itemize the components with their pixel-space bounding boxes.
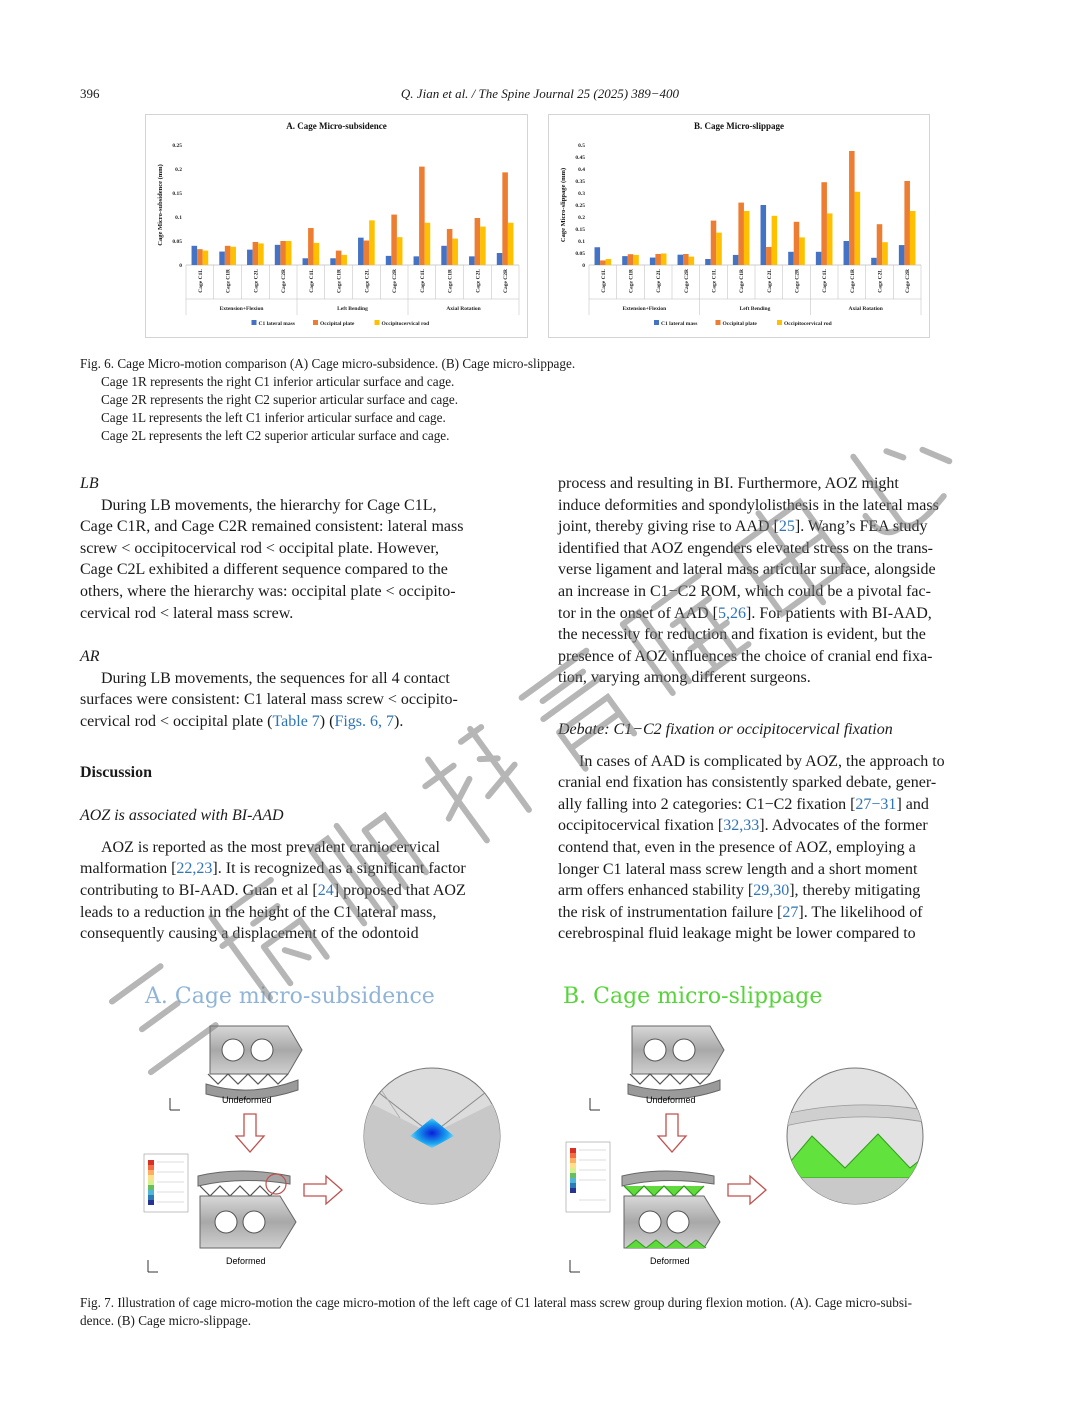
p2-text: ]. Advocates of the former [759, 817, 928, 835]
fig6-caption-line: Cage 2L represents the left C2 superior articular surface and cage. [101, 428, 450, 443]
bar [794, 222, 800, 265]
x-tick-label: Cage C2L [364, 269, 371, 293]
undeformed-label-a: Undeformed [222, 1095, 272, 1105]
bar [336, 251, 342, 265]
fig6-caption-line: Cage 1R represents the right C1 inferior articular surface and cage. [101, 374, 455, 389]
fig6-caption-line: Cage 2R represents the right C2 superior articular surface and cage. [101, 392, 459, 407]
page-number: 396 [80, 86, 100, 101]
bar [253, 242, 259, 265]
p2-line [558, 794, 992, 816]
bar [827, 213, 833, 265]
y-tick-label: 0.05 [172, 239, 182, 245]
legend-swatch [716, 320, 721, 325]
fig7-illustration [140, 1018, 1000, 1286]
legend-swatch [375, 320, 380, 325]
fig7-caption-line: Fig. 7. Illustration of cage micro-motion the cage micro-motion of the left cage of C1 lateral mass screw group during flexion motion. (A). Cage micro-subsi- [80, 1295, 913, 1310]
fig6-caption-line: Cage 1L represents the left C1 inferior articular surface and cage. [101, 410, 446, 425]
bar [192, 246, 198, 265]
bar [386, 256, 392, 265]
debate-heading: Debate: C1−C2 fixation or occipitocervical fixation [558, 720, 893, 738]
legend-entry: Occipital plate [722, 321, 757, 327]
chart-b-frame [548, 114, 930, 338]
fig6-caption-title: Fig. 6. Cage Micro-motion comparison (A) Cage micro-subsidence. (B) Cage micro-slippage. [80, 356, 576, 371]
bar [280, 241, 286, 265]
ref-link[interactable]: 24 [317, 881, 334, 899]
lb-heading: LB [80, 475, 99, 492]
y-tick-label: 0.25 [575, 203, 585, 209]
p1-text: ]. Wang’s FEA study [794, 518, 928, 536]
journal-header: Q. Jian et al. / The Spine Journal 25 (2025) 389−400 [400, 86, 680, 101]
y-tick-label: 0.15 [575, 227, 585, 233]
group-label: Axial Rotation [446, 306, 481, 312]
p2-text: ] and [896, 795, 929, 813]
bar [855, 192, 861, 265]
x-tick-label: Cage C1L [822, 269, 829, 293]
p2-text: occipitocervical fixation [ [558, 817, 724, 835]
y-tick-label: 0.35 [575, 179, 585, 185]
bar [655, 254, 661, 265]
bar [904, 181, 910, 265]
p2-text: ]. The likelihood of [798, 903, 923, 921]
x-tick-label: Cage C2R [392, 269, 399, 293]
p1-text: tor in the onset of AAD [ [558, 604, 718, 622]
p2-line: longer C1 lateral mass screw length and a short moment [558, 860, 918, 878]
bar [425, 223, 431, 265]
bar [364, 241, 370, 265]
deformed-cage-b [622, 1171, 720, 1248]
x-tick-label: Cage C2R [794, 269, 801, 293]
bar [633, 255, 639, 265]
p2-line: cerebrospinal fluid leakage might be lower compared to [558, 925, 916, 943]
bar [877, 224, 883, 265]
x-tick-label: Cage C2L [656, 269, 663, 293]
aoz-line: AOZ is reported as the most prevalent craniocervical [101, 838, 440, 856]
ar-heading: AR [80, 648, 100, 666]
aoz-heading: AOZ is associated with BI-AAD [80, 807, 284, 825]
y-tick-label: 0.4 [578, 167, 585, 173]
p1-text: joint, thereby giving rise to AAD [ [558, 518, 779, 536]
bar [469, 256, 475, 265]
bar [447, 229, 453, 265]
bar [683, 254, 689, 265]
deformed-label-b: Deformed [650, 1256, 690, 1266]
ar-text: cervical rod < occipital plate ( [80, 712, 273, 730]
x-tick-label: Cage C1R [447, 269, 454, 293]
y-tick-label: 0.5 [578, 143, 585, 149]
y-tick-label: 0.05 [575, 251, 585, 257]
fig7-panel-b-title: B. Cage micro-slippage [563, 984, 823, 1009]
x-tick-label: Cage C2L [877, 269, 884, 293]
ref-link[interactable]: 29,30 [753, 882, 790, 900]
p1-text: ]. For patients with BI-AAD, [745, 604, 932, 622]
x-tick-label: Cage C2L [253, 269, 260, 293]
x-tick-label: Cage C1R [849, 269, 856, 293]
ar-line: surfaces were consistent: C1 lateral mass screw < occipito- [80, 691, 458, 709]
legend-entry: Occipital plate [320, 321, 355, 327]
bar [452, 239, 458, 265]
bar [258, 243, 264, 265]
p1-line [558, 603, 992, 625]
bar [689, 257, 695, 265]
p2-text: the risk of instrumentation failure [ [558, 903, 783, 921]
bar [678, 255, 684, 265]
aoz-text: ]. It is recognized as a significant factor [212, 860, 466, 878]
bar [508, 223, 514, 265]
y-tick-label: 0.15 [172, 191, 182, 197]
bar [247, 250, 253, 265]
aoz-text: malformation [ [80, 860, 177, 878]
bar [816, 252, 822, 265]
x-tick-label: Cage C2L [475, 269, 482, 293]
axis-triad-icon [148, 1260, 158, 1272]
bar [600, 260, 606, 265]
contour-legend-a [144, 1154, 188, 1212]
legend-swatch [654, 320, 659, 325]
bar [705, 259, 711, 265]
p2-line [558, 815, 992, 837]
bar [369, 220, 375, 265]
legend-entry: Occipitocervical rod [784, 321, 832, 327]
y-axis-label: Cage Micro-subsidence (mm) [157, 164, 164, 246]
deformed-cage-a [198, 1171, 296, 1248]
y-tick-label: 0.25 [172, 143, 182, 149]
arrow-right-icon [304, 1176, 342, 1204]
p2-line: contend that, even in the presence of AOZ, employing a [558, 838, 916, 856]
y-tick-label: 0.1 [175, 215, 182, 221]
bar [716, 233, 722, 265]
legend-entry: Occipitocervical rod [381, 321, 430, 327]
bar [628, 254, 634, 265]
y-tick-label: 0.1 [578, 239, 585, 245]
bar [844, 241, 850, 265]
right-column [558, 473, 992, 945]
y-tick-label: 0.2 [175, 167, 182, 173]
figs-link[interactable]: Figs. 6, 7 [334, 712, 395, 730]
y-tick-label: 0 [582, 263, 585, 269]
x-tick-label: Cage C1R [336, 269, 343, 293]
p1-line: tion, varying among different surgeons. [558, 669, 811, 687]
undeformed-label-b: Undeformed [646, 1095, 696, 1105]
y-tick-label: 0.2 [578, 215, 585, 221]
bar [419, 167, 425, 265]
bar [882, 242, 888, 265]
x-tick-label: Cage C1L [308, 269, 315, 293]
bar [772, 216, 778, 265]
bar [480, 227, 486, 265]
ref-link[interactable]: 25 [778, 518, 795, 536]
y-axis-label: Cage Micro-slippage (mm) [560, 167, 567, 243]
left-column [80, 473, 514, 945]
bar [497, 253, 503, 265]
fig6-caption [80, 355, 1010, 445]
y-tick-label: 0.3 [578, 191, 585, 197]
aoz-line [80, 858, 514, 880]
ar-text: ). [394, 712, 404, 730]
x-tick-label: Cage C2R [503, 269, 510, 293]
ar-line [80, 711, 514, 733]
chart-title: A. Cage Micro-subsidence [286, 121, 387, 131]
x-tick-label: Cage C1R [628, 269, 635, 293]
bar [475, 218, 481, 265]
bar [733, 255, 739, 265]
chart-a-frame [145, 114, 528, 338]
x-tick-label: Cage C2R [281, 269, 288, 293]
lb-line: others, where the hierarchy was: occipital plate < occipito- [80, 582, 456, 600]
p1-line: identified that AOZ engenders elevated stress on the trans- [558, 539, 933, 557]
p2-line: In cases of AAD is complicated by AOZ, the approach to [579, 752, 945, 770]
ref-link[interactable]: 27−31 [855, 795, 897, 813]
table-7-link[interactable]: Table 7 [272, 712, 320, 730]
p1-line: induce deformities and spondylolisthesis in the lateral mass [558, 496, 939, 514]
p2-line [558, 902, 992, 924]
zoom-detail-b [785, 1068, 925, 1208]
bar [197, 249, 203, 265]
ar-text: ) ( [319, 712, 335, 730]
p1-line: the necessity for reduction and fixation is evident, but the [558, 626, 926, 644]
bar [308, 228, 314, 265]
axis-triad-icon [570, 1260, 580, 1272]
undeformed-cage-b [628, 1026, 724, 1099]
ref-link[interactable]: 5,26 [717, 604, 746, 622]
bar [650, 258, 656, 265]
y-tick-label: 0 [179, 263, 182, 269]
lb-line: cervical rod < lateral mass screw. [80, 604, 294, 622]
bar [230, 247, 236, 265]
x-tick-label: Cage C1R [739, 269, 746, 293]
group-label: Axial Rotation [848, 306, 883, 312]
lb-line: screw < occipitocervical rod < occipital plate. However, [80, 539, 440, 557]
bar [899, 245, 905, 265]
bar [397, 237, 403, 265]
group-label: Extension+Flexion [622, 306, 667, 312]
fig7-panel-a-title: A. Cage micro-subsidence [145, 984, 435, 1009]
bar [330, 258, 336, 265]
bar [738, 203, 744, 265]
ref-link[interactable]: 27 [782, 903, 799, 921]
bar [225, 246, 231, 265]
legend-swatch [252, 320, 257, 325]
bar [761, 205, 767, 265]
bar [286, 241, 292, 265]
lb-line: Cage C2L exhibited a different sequence compared to the [80, 561, 448, 579]
bar [441, 246, 447, 265]
undeformed-cage-a [206, 1026, 302, 1099]
aoz-line [80, 880, 514, 902]
bar [799, 237, 805, 265]
x-tick-label: Cage C2R [683, 269, 690, 293]
group-label: Left Bending [739, 306, 771, 312]
bar [910, 211, 916, 265]
p1-line: an increase in C1−C2 ROM, which could be a pivotal fac- [558, 582, 931, 600]
ar-line: During LB movements, the sequences for all 4 contact [101, 669, 450, 687]
bar [219, 252, 225, 265]
bar [358, 238, 364, 265]
p1-line [558, 516, 992, 538]
lb-line: Cage C1R, and Cage C2R remained consistent: lateral mass [80, 518, 464, 536]
aoz-text: ] proposed that AOZ [333, 881, 466, 899]
bar [766, 247, 772, 265]
ref-link[interactable]: 32,33 [723, 817, 760, 835]
legend-entry: C1 lateral mass [661, 321, 698, 327]
bar [314, 243, 320, 265]
arrow-right-icon [728, 1176, 766, 1204]
bar [622, 256, 628, 265]
bar [821, 182, 827, 265]
p2-text: ], thereby mitigating [789, 882, 921, 900]
deformed-label-a: Deformed [226, 1256, 266, 1266]
axis-triad-icon [170, 1098, 180, 1110]
lb-line: During LB movements, the hierarchy for Cage C1L, [101, 496, 437, 514]
x-tick-label: Cage C1R [225, 269, 232, 293]
legend-entry: C1 lateral mass [258, 321, 295, 327]
arrow-down-icon [236, 1114, 264, 1152]
bar [303, 258, 309, 265]
ref-link[interactable]: 22,23 [176, 860, 213, 878]
bar [744, 211, 750, 265]
bar [275, 245, 281, 265]
bar [502, 172, 508, 265]
bar [871, 258, 877, 265]
zoom-detail-a [360, 1058, 504, 1208]
chart-micro-slippage [549, 115, 929, 337]
x-tick-label: Cage C1L [197, 269, 204, 293]
aoz-text: contributing to BI-AAD. Guan et al [ [80, 881, 318, 899]
bar [788, 252, 794, 265]
p1-line: presence of AOZ influences the choice of cranial end fixa- [558, 647, 933, 665]
contour-legend-b [566, 1142, 610, 1212]
p2-line: cranial end fixation has consistently sparked debate, gener- [558, 774, 937, 792]
p1-line: verse ligament and lateral mass articular surface, alongside [558, 561, 936, 579]
y-tick-label: 0.45 [575, 155, 585, 161]
x-tick-label: Cage C1L [711, 269, 718, 293]
bar [606, 259, 612, 265]
bar [414, 256, 420, 265]
bar [595, 247, 601, 265]
group-label: Extension+Flexion [219, 306, 264, 312]
axis-triad-icon [590, 1098, 600, 1110]
bar [391, 215, 397, 265]
p2-line [558, 880, 992, 902]
fig7-caption [80, 1294, 1000, 1330]
arrow-down-icon [658, 1114, 686, 1152]
bar [711, 221, 717, 265]
discussion-heading: Discussion [80, 763, 153, 781]
legend-swatch [777, 320, 782, 325]
legend-swatch [313, 320, 318, 325]
x-tick-label: Cage C1L [419, 269, 426, 293]
chart-micro-subsidence [146, 115, 527, 337]
x-tick-label: Cage C2R [905, 269, 912, 293]
bar [849, 151, 855, 265]
group-label: Left Bending [337, 306, 368, 312]
x-tick-label: Cage C2L [766, 269, 773, 293]
p2-text: ally falling into 2 categories: C1−C2 fixation [ [558, 795, 856, 813]
fig7-caption-line: dence. (B) Cage micro-slippage. [80, 1313, 252, 1328]
bar [341, 255, 347, 265]
x-tick-label: Cage C1L [600, 269, 607, 293]
bar [203, 251, 209, 265]
aoz-line: consequently causing a displacement of the odontoid [80, 925, 419, 943]
bar [661, 253, 667, 265]
p1-line: process and resulting in BI. Furthermore, AOZ might [558, 475, 899, 492]
p2-text: arm offers enhanced stability [ [558, 882, 754, 900]
chart-title: B. Cage Micro-slippage [693, 121, 785, 131]
aoz-line: leads to a reduction in the height of the C1 lateral mass, [80, 903, 437, 921]
